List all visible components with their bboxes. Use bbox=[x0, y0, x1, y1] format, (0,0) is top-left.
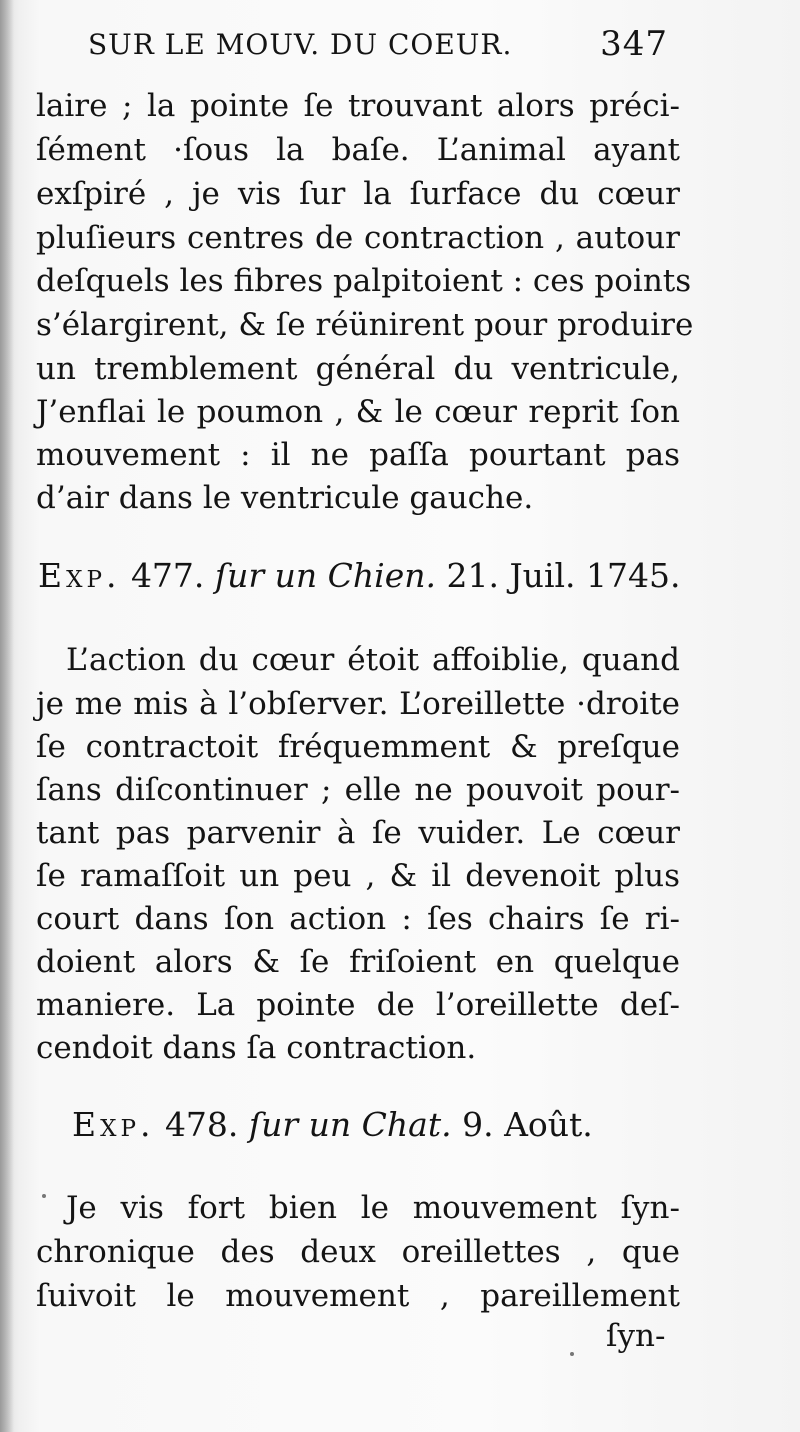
text-line: cendoit dans ſa contraction. bbox=[36, 1030, 477, 1066]
text-line: d’air dans le ventricule gauche. bbox=[36, 480, 534, 516]
exp-number: 477. bbox=[130, 556, 205, 595]
text-line: je me mis à l’obſerver. L’oreillette ·droite bbox=[36, 686, 680, 722]
exp-date: 9. Août. bbox=[462, 1105, 593, 1144]
text-line: ſans diſcontinuer ; elle ne pouvoit pour- bbox=[36, 772, 680, 808]
gutter-shadow bbox=[0, 0, 14, 1432]
text-line: ſuivoit le mouvement , pareillement bbox=[36, 1278, 680, 1314]
text-line: chronique des deux oreillettes , que bbox=[36, 1234, 680, 1270]
exp-date: 21. Juil. 1745. bbox=[446, 556, 681, 595]
page-number: 347 bbox=[600, 24, 668, 64]
text-line: un tremblement général du ventricule, bbox=[36, 351, 680, 387]
exp-label: Exp. bbox=[38, 556, 121, 595]
text-line: deſquels les fibres palpitoient : ces points bbox=[36, 263, 692, 299]
text-line: ſe ramaſſoit un peu , & il devenoit plus bbox=[36, 858, 680, 894]
exp-number: 478. bbox=[164, 1105, 239, 1144]
catchword: ſyn- bbox=[606, 1318, 666, 1354]
exp-subject: ſur un Chien. bbox=[214, 556, 436, 595]
text-line: tant pas parvenir à ſe vuider. Le cœur bbox=[36, 815, 680, 851]
text-line: ſément ·ſous la baſe. L’animal ayant bbox=[36, 132, 680, 168]
ink-speck bbox=[570, 1352, 574, 1356]
text-line: ſe contractoit fréquemment & preſque bbox=[36, 729, 680, 765]
text-line: maniere. La pointe de l’oreillette deſ- bbox=[36, 987, 680, 1023]
experiment-heading-477 bbox=[38, 556, 681, 596]
text-line: J’enflai le poumon , & le cœur reprit ſon bbox=[36, 394, 680, 430]
exp-subject: ſur un Chat. bbox=[248, 1105, 452, 1144]
text-line: court dans ſon action : ſes chairs ſe ri- bbox=[36, 901, 680, 937]
text-line: mouvement : il ne paſſa pourtant pas bbox=[36, 437, 680, 473]
text-line: laire ; la pointe ſe trouvant alors préci- bbox=[36, 88, 680, 124]
experiment-heading-478 bbox=[72, 1105, 593, 1145]
text-line: Je vis fort bien le mouvement ſyn- bbox=[66, 1190, 680, 1226]
text-line: s’élargirent, & ſe réünirent pour produire bbox=[36, 307, 694, 343]
text-line: pluſieurs centres de contraction , autour bbox=[36, 220, 680, 256]
text-line: doient alors & ſe friſoient en quelque bbox=[36, 944, 680, 980]
text-line: L’action du cœur étoit affoiblie, quand bbox=[66, 642, 680, 678]
running-head bbox=[88, 24, 668, 68]
running-title: SUR LE MOUV. DU COEUR. bbox=[88, 28, 513, 61]
exp-label: Exp. bbox=[72, 1105, 155, 1144]
ink-speck bbox=[42, 1194, 46, 1198]
text-line: exſpiré , je vis ſur la ſurface du cœur bbox=[36, 176, 680, 212]
